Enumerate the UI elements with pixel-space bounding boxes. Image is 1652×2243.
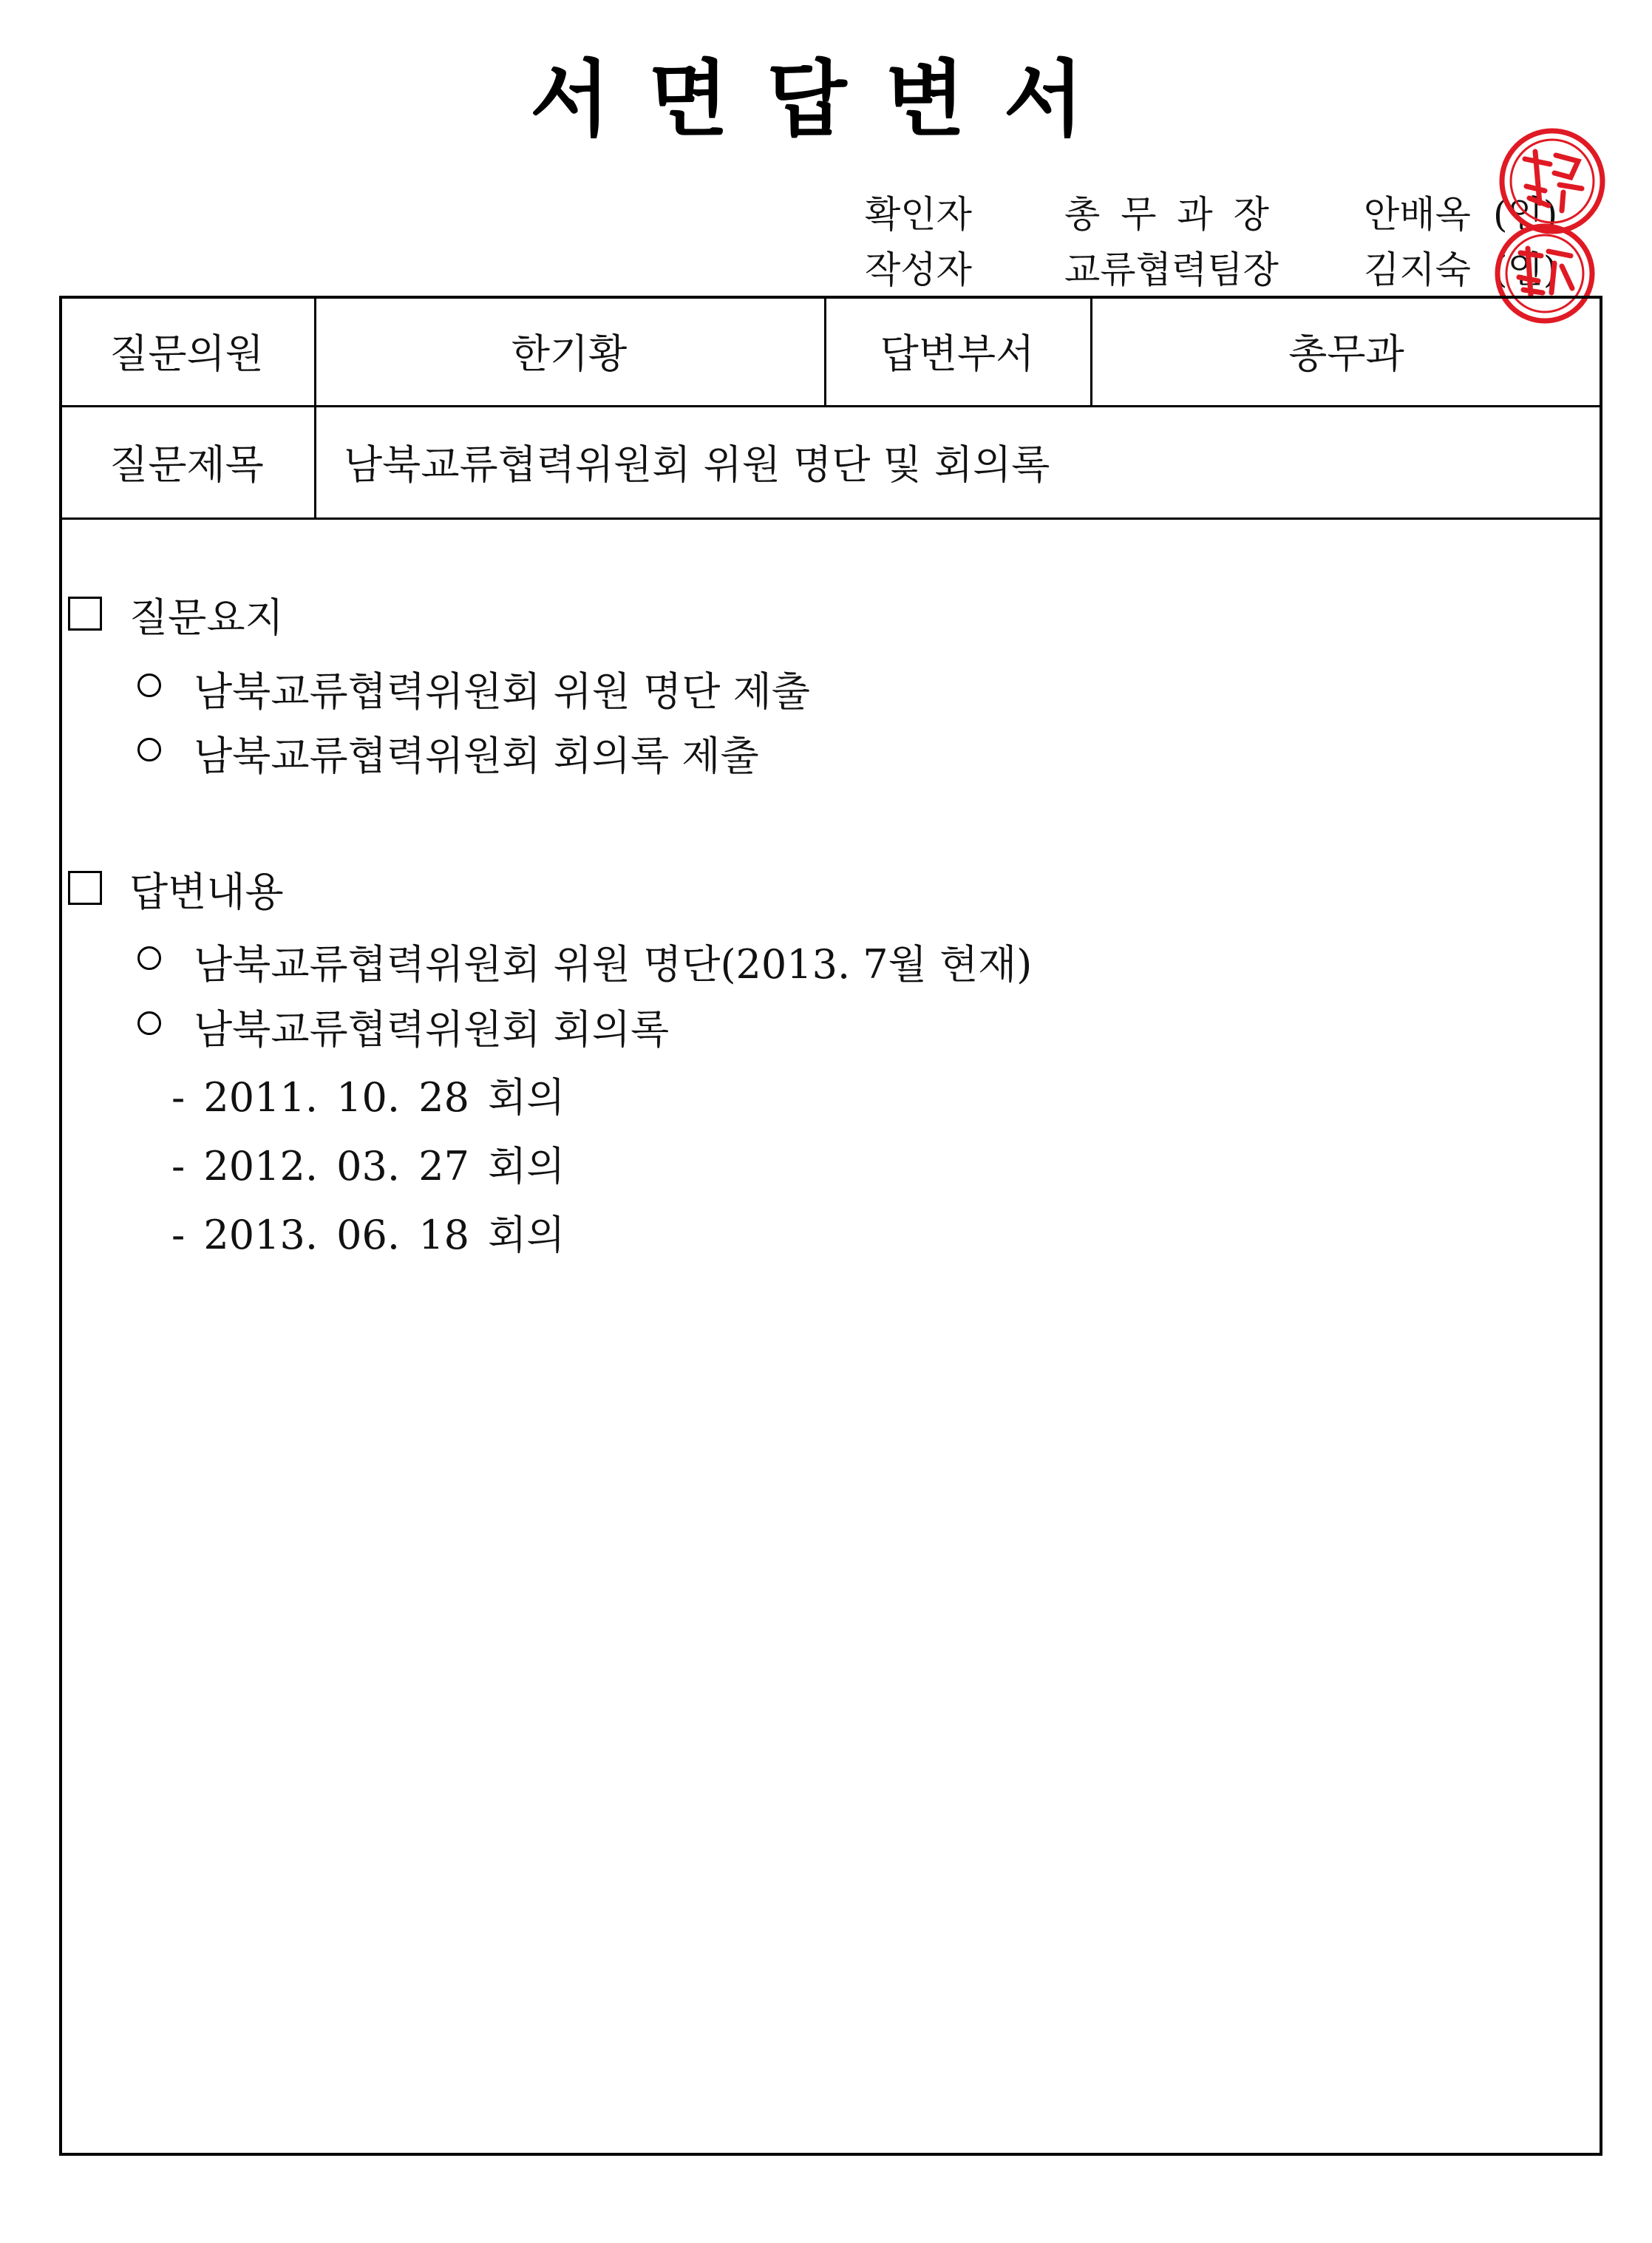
confirmer-role: 확인자: [865, 193, 972, 236]
subject-label: 질문제목: [109, 441, 264, 488]
section-checkbox: [68, 871, 102, 905]
writer-position: 교류협력팀장: [1064, 248, 1279, 291]
writer-role: 작성자: [865, 248, 972, 291]
writer-seal-mark: (인): [1493, 248, 1558, 291]
question-summary-item: 남북교류협력위원회 위원 명단 제출: [194, 668, 810, 715]
document-title: 서면답변서: [530, 51, 1122, 148]
bullet-circle: [137, 946, 161, 970]
writer-name: 김지숙: [1364, 248, 1471, 291]
bullet-circle: [137, 1011, 161, 1035]
questioner-value: 한기황: [511, 330, 628, 377]
department-label: 답변부서: [880, 330, 1035, 377]
meeting-list-item: - 2013. 06. 18 회의: [171, 1212, 565, 1258]
meeting-list-item: - 2012. 03. 27 회의: [171, 1143, 565, 1190]
question-summary-heading: 질문요지: [129, 594, 284, 641]
answer-heading: 답변내용: [129, 869, 284, 915]
answer-item: 남북교류협력위원회 위원 명단(2013. 7월 현재): [194, 941, 1033, 988]
table-bottom-rule: [59, 518, 1602, 520]
confirmer-seal-mark: (인): [1493, 193, 1558, 236]
meeting-list-item: - 2011. 10. 28 회의: [171, 1074, 565, 1121]
section-checkbox: [68, 597, 102, 631]
subject-value: 남북교류협력위원회 위원 명단 및 회의록: [344, 441, 1050, 488]
question-summary-item: 남북교류협력위원회 회의록 제출: [194, 733, 759, 779]
answer-item: 남북교류협력위원회 회의록: [194, 1006, 670, 1053]
confirmer-name: 안배옥: [1364, 193, 1471, 236]
bullet-circle: [137, 738, 161, 761]
department-value: 총무과: [1288, 330, 1404, 377]
questioner-label: 질문의원: [109, 330, 264, 377]
bullet-circle: [137, 673, 161, 697]
confirmer-position: 총 무 과 장: [1064, 193, 1274, 236]
